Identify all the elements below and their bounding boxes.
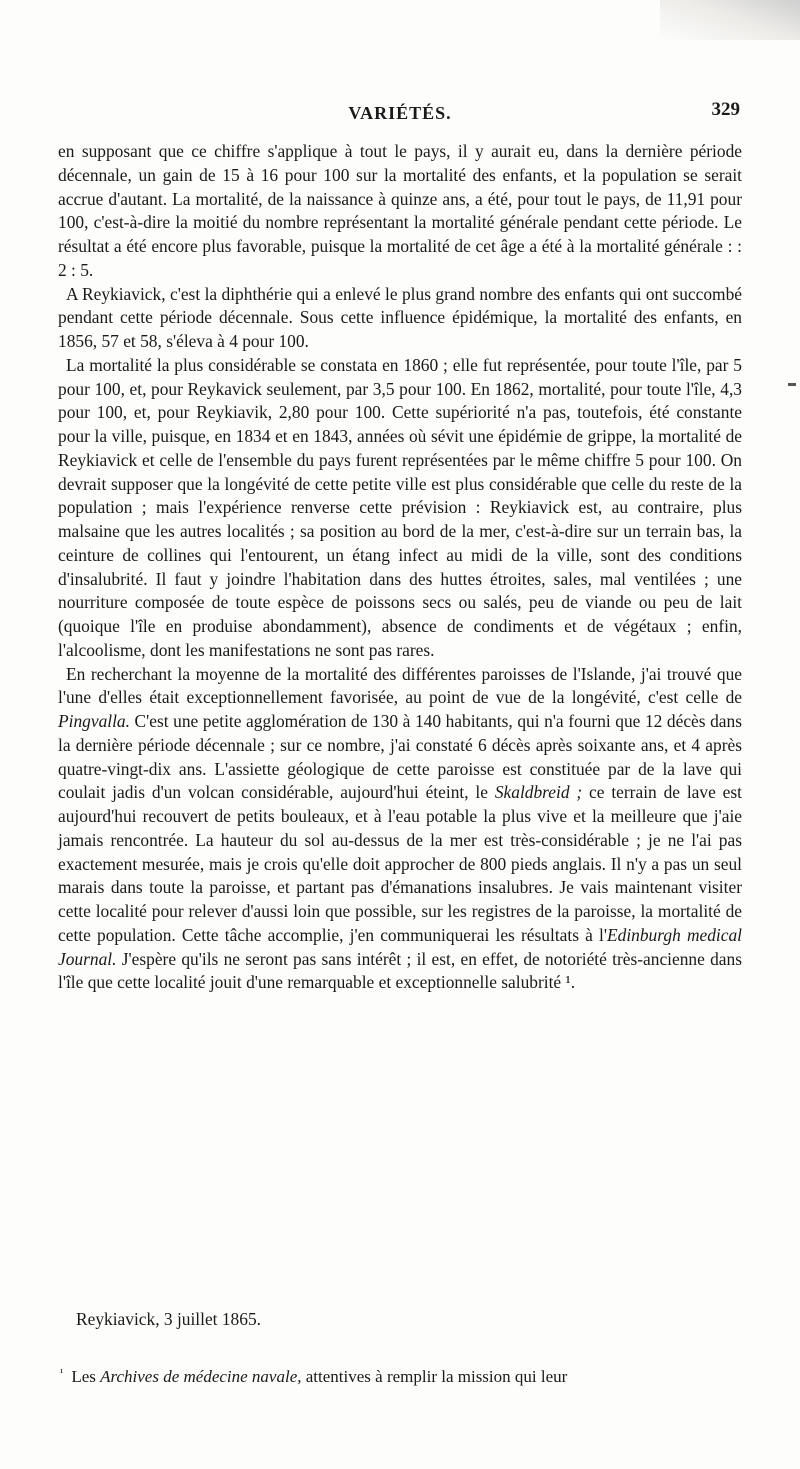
signature-line: Reykiavick, 3 juillet 1865. [76,1309,261,1329]
paragraph [58,354,742,663]
running-title: VARIÉTÉS. [348,103,452,123]
footnote [60,1362,744,1388]
footnote-mark: ¹ [60,1367,64,1379]
paragraph [58,140,742,283]
italic-text: Skaldbreid ; [494,782,583,803]
paragraph-text: en supposant que ce chiffre s'applique à tout le pays, il y aurait eu, dans la dernière période décennale, un gain de 15 à 16 pour 100 sur la mortalité des enfants, et la population se serait accrue d'autant. La mortalité, de la naissance à quinze ans, a été, pour tout le pays, de 11,91 pour 100, c'est-à-dire la moitié du nombre représentant la mortalité générale pendant cette période. Le résultat a été encore plus favorable, puisque la mortalité de cet âge a été à la mortalité générale : : 2 : 5. [58,141,742,280]
footnote-segment: Les [71,1367,101,1386]
italic-text: Edinburgh medical Journal. [58,924,742,969]
margin-mark [788,383,796,386]
footnote-segment: attentives à remplir la mission qui leur [301,1367,568,1386]
paragraph [58,663,742,996]
footnote-italic-text: Archives de médecine navale, [100,1367,302,1386]
italic-text: Pingvalla. [58,711,130,731]
paragraph-text: A Reykiavick, c'est la diphthérie qui a enlevé le plus grand nombre des enfants qui ont succombé pendant cette période décennale. Sous cette influence épidémique, la mortalité des enfants, en 1856, 57 et 58, s'éleva à 4 pour 100. [58,283,742,351]
running-header [0,99,800,129]
paragraph-text: La mortalité la plus considérable se constata en 1860 ; elle fut représentée, pour toute l'île, par 5 pour 100, et, pour Reykavick seulement, par 3,5 pour 100. En 1862, mortalité, pour toute l'île, 4,3 pour 100, et, pour Reykiavik, 2,80 pour 100. Cette supériorité n'a pas, toutefois, été constante pour la ville, puisque, en 1834 et en 1843, années où sévit une épidémie de grippe, la mortalité de Reykiavick et celle de l'ensemble du pays furent représentées par le même chiffre 5 pour 100. On devrait supposer que la longévité de cette petite ville est plus considérable que celle du reste de la population ; mais l'expérience renverse cette prévision : Reykiavick est, au contraire, plus malsaine que les autres localités ; sa position au bord de la mer, c'est-à-dire sur un terrain bas, la ceinture de collines qui l'entourent, un étang infect au midi de la ville, sont des conditions d'insalubrité. Il faut y joindre l'habitation dans des huttes étroites, sales, mal ventilées ; une nourriture composée de toute espèce de poissons secs ou salés, peu de viande ou peu de lait (quoique l'île en produise abondamment), absence de condiments et de végétaux ; enfin, l'alcoolisme, dont les manifestations ne sont pas rares. [58,354,742,660]
paragraph-text: J'espère qu'ils ne seront pas sans intérêt ; il est, en effet, de notoriété très-ancienne dans l'île que cette localité jouit d'une remarquable et exceptionnelle salubrité ¹. [58,948,742,993]
scan-corner-shadow [660,0,800,40]
paragraph-text: ce terrain de lave est aujourd'hui recouvert de petits bouleaux, et à l'eau potable la plus vive et la meilleure que j'aie jamais rencontrée. La hauteur du sol au-dessus de la mer est très-considérable ; je ne l'ai pas exactement mesurée, mais je crois qu'elle doit approcher de 800 pieds anglais. Il n'y a pas un seul marais dans toute la paroisse, et partant pas d'émanations insalubres. Je vais maintenant visiter cette localité pour relever d'aussi loin que possible, sur les registres de la paroisse, la mortalité de cette population. Cette tâche accomplie, j'en communiquerai les résultats à l' [58,782,742,945]
page-number: 329 [711,99,740,120]
paragraph-text: C'est une petite agglomération de 130 à 140 habitants, qui n'a fourni que 12 décès dans la dernière période décennale ; sur ce nombre, j'ai constaté 6 décès après soixante ans, et 4 après quatre-vingt-dix ans. L'assiette géologique de cette paroisse est constituée par de la lave qui coulait jadis d'un volcan considérable, aujourd'hui éteint, le [58,711,742,803]
paragraph-text: En recherchant la moyenne de la mortalité des différentes paroisses de l'Islande, j'ai trouvé que l'une d'elles était exceptionnellement favorisée, au point de vue de la longévité, c'est celle de [58,663,742,708]
body-text [58,140,742,995]
paragraph [58,283,742,354]
footnote-text [71,1367,567,1386]
